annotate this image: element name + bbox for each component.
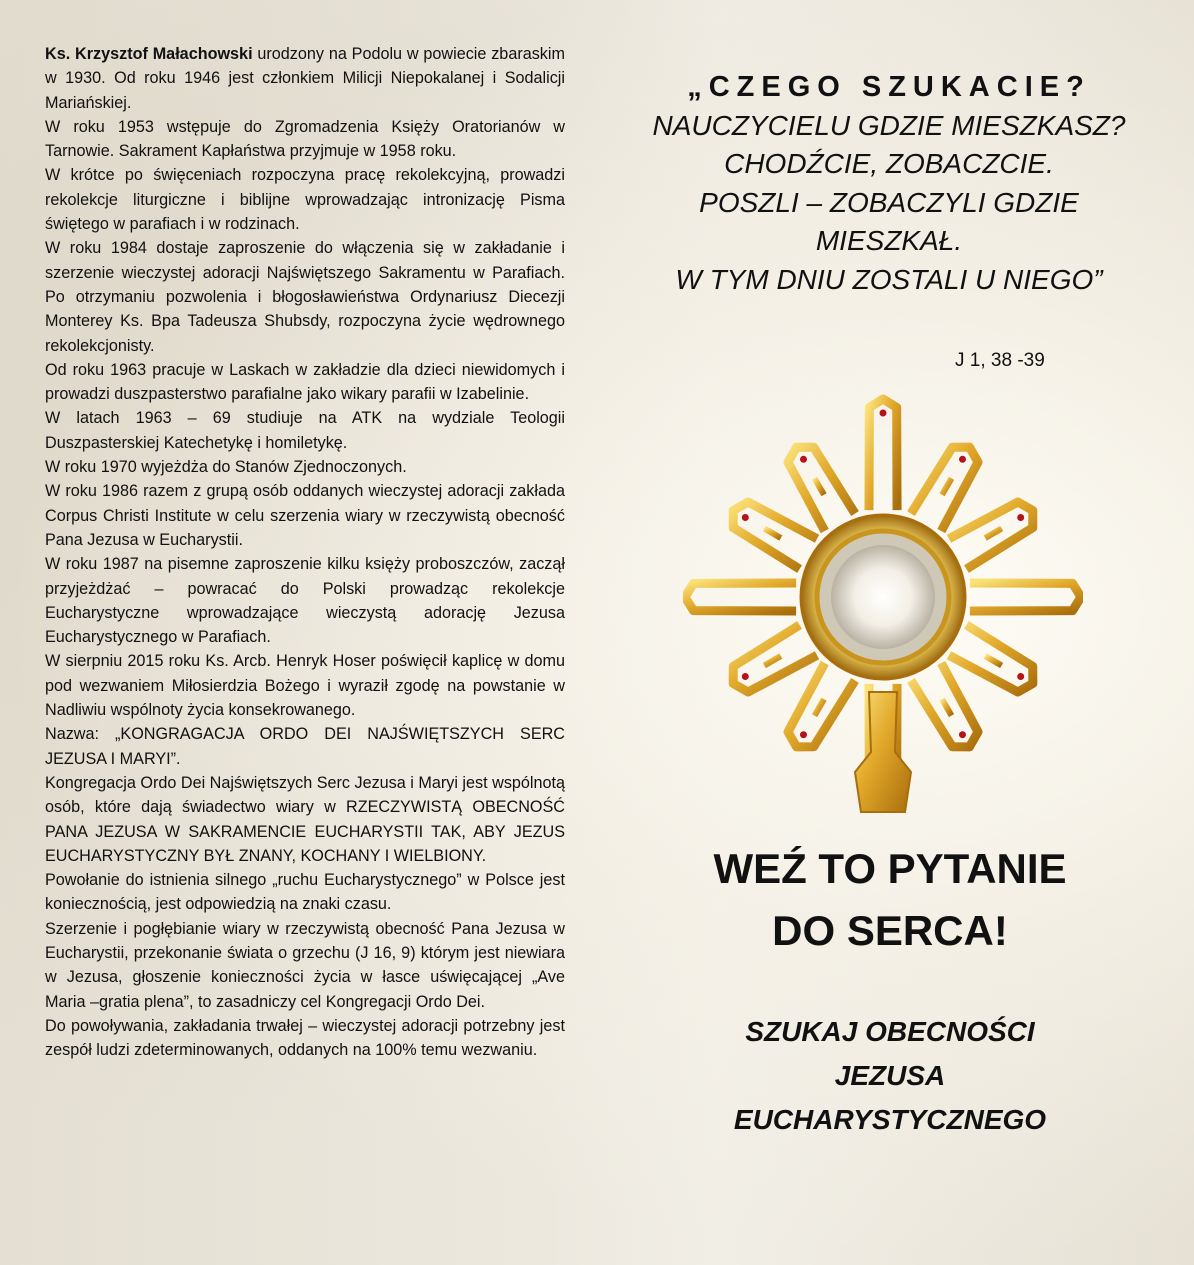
quote-line: POSZLI – ZOBACZYLI GDZIE (699, 186, 1079, 218)
monstrance-ray-inner (942, 478, 952, 494)
subtitle-line: SZUKAJ OBECNOŚCI (745, 1016, 1035, 1047)
bio-paragraph: W roku 1970 wyjeżdża do Stanów Zjednoczonych. (45, 458, 407, 477)
author-name: Ks. Krzysztof Małachowski (45, 45, 253, 63)
jewel (742, 514, 749, 521)
monstrance-image (683, 392, 1083, 822)
bio-paragraph: Ks. Krzysztof Małachowski urodzony na Podolu w powiecie zbaraskim w 1930. Od roku 1946 jest członkiem Milicji Niepokalanej i Sodalicji Mariańskiej. (45, 45, 565, 112)
monstrance-ray-inner (985, 529, 1001, 539)
host (831, 545, 935, 649)
jewel (959, 731, 966, 738)
scripture-quote (600, 68, 1178, 299)
jewel (959, 456, 966, 463)
bio-paragraph: Od roku 1963 pracuje w Laskach w zakładzie dla dzieci niewidomych i prowadzi duszpasterstwo parafialne jako wikary parafii w Izabelinie. (45, 360, 565, 404)
monstrance-ray-inner (764, 529, 780, 539)
subtitle-line: EUCHARYSTYCZNEGO (733, 1104, 1047, 1135)
quote-line: NAUCZYCIELU GDZIE MIESZKASZ? (652, 109, 1126, 141)
subtitle (600, 1010, 1180, 1142)
bio-paragraph: W roku 1984 dostaje zaproszenie do włączenia się w zakładanie i szerzenie wieczystej adoracji Najświętszego Sakramentu w Parafiach. Po otrzymaniu pozwolenia i błogosławieństwa Ordynariusz Diecezji Monterey Ks. Bpa Tadeusza Shubsdy, rozpoczyna życie wędrownego rekolekcjonisty. (45, 239, 565, 355)
quote-line: CHODŹCIE, ZOBACZCIE. (724, 148, 1054, 179)
monstrance-ray-inner (815, 699, 825, 715)
monstrance-ray-inner (764, 656, 780, 666)
jewel (1017, 673, 1024, 680)
scripture-reference: J 1, 38 -39 (955, 350, 1045, 371)
monstrance-ray-inner (942, 699, 952, 715)
monstrance-stem (855, 692, 911, 812)
title-line: WEŹ TO PYTANIE (713, 845, 1067, 892)
bio-paragraph: Nazwa: „KONGRAGACJA ORDO DEI NAJŚWIĘTSZYCH SERC JEZUSA I MARYI”. (45, 725, 565, 768)
monstrance-ray-inner (985, 656, 1001, 666)
bio-paragraph: W krótce po święceniach rozpoczyna pracę rekolekcyjną, prowadzi rekolekcje liturgiczne i biblijne wprowadzając intronizację Pisma świętego w parafiach i w rodzinach. (45, 166, 565, 234)
title-line: DO SERCA! (772, 907, 1008, 954)
jewel (880, 410, 887, 417)
jewel (742, 673, 749, 680)
bio-paragraph: Kongregacja Ordo Dei Najświętszych Serc Jezusa i Maryi jest wspólnotą osób, które dają świadectwo wiary w RZECZYWISTĄ OBECNOŚĆ PANA JEZUSA W SAKRAMENCIE EUCHARYSTII TAK, ABY JEZUS EUCHARYSTYCZNY BYŁ ZNANY, KOCHANY I WIELBIONY. (45, 773, 566, 865)
main-title (600, 838, 1180, 962)
jewel (800, 456, 807, 463)
jewel (1017, 514, 1024, 521)
bio-paragraph: Do powoływania, zakładania trwałej – wieczystej adoracji potrzebny jest zespół ludzi zdeterminowanych, oddanych na 100% temu wezwaniu. (45, 1016, 565, 1060)
quote-heading: „CZEGO SZUKACIE? (687, 71, 1091, 103)
bio-paragraph: W roku 1953 wstępuje do Zgromadzenia Księży Oratorianów w Tarnowie. Sakrament Kapłaństwa przyjmuje w 1958 roku. (45, 117, 565, 161)
biography-column (45, 42, 565, 1062)
jewel (800, 731, 807, 738)
quote-line: MIESZKAŁ. (815, 225, 963, 256)
bio-paragraph: W roku 1986 razem z grupą osób oddanych wieczystej adoracji zakłada Corpus Christi Institute w celu szerzenia wiary w rzeczywistą obecność Pana Jezusa w Eucharystii. (45, 482, 565, 549)
subtitle-line: JEZUSA (834, 1060, 946, 1091)
bio-paragraph: W latach 1963 – 69 studiuje na ATK na wydziale Teologii Duszpasterskiej Katechetykę i homiletykę. (45, 409, 565, 452)
bio-paragraph: Szerzenie i pogłębianie wiary w rzeczywistą obecność Pana Jezusa w Eucharystii, przekonanie świata o grzechu (J 16, 9) którym jest niewiara w Jezusa, głoszenie konieczności życia w łasce uświęcającej „Ave Maria –gratia plena”, to zasadniczy cel Kongregacji Ordo Dei. (45, 919, 565, 1011)
monstrance-ray-inner (815, 478, 825, 494)
bio-paragraph: W sierpniu 2015 roku Ks. Arcb. Henryk Hoser poświęcił kaplicę w domu pod wezwaniem Miłosierdzia Bożego i wyraził zgodę na powstanie w Nadliwiu wspólnoty życia konsekrowanego. (45, 652, 565, 720)
bio-paragraph: W roku 1987 na pisemne zaproszenie kilku księży proboszczów, zaczął przyjeżdżać – powracać do Polski prowadząc rekolekcje Eucharystyczne wprowadzające wieczystą adorację Jezusa Eucharystycznego w Parafiach. (45, 555, 565, 647)
quote-line: W TYM DNIU ZOSTALI U NIEGO” (675, 263, 1103, 295)
bio-paragraph: Powołanie do istnienia silnego „ruchu Eucharystycznego” w Polsce jest koniecznością, jest odpowiedzią na znaki czasu. (45, 871, 565, 914)
